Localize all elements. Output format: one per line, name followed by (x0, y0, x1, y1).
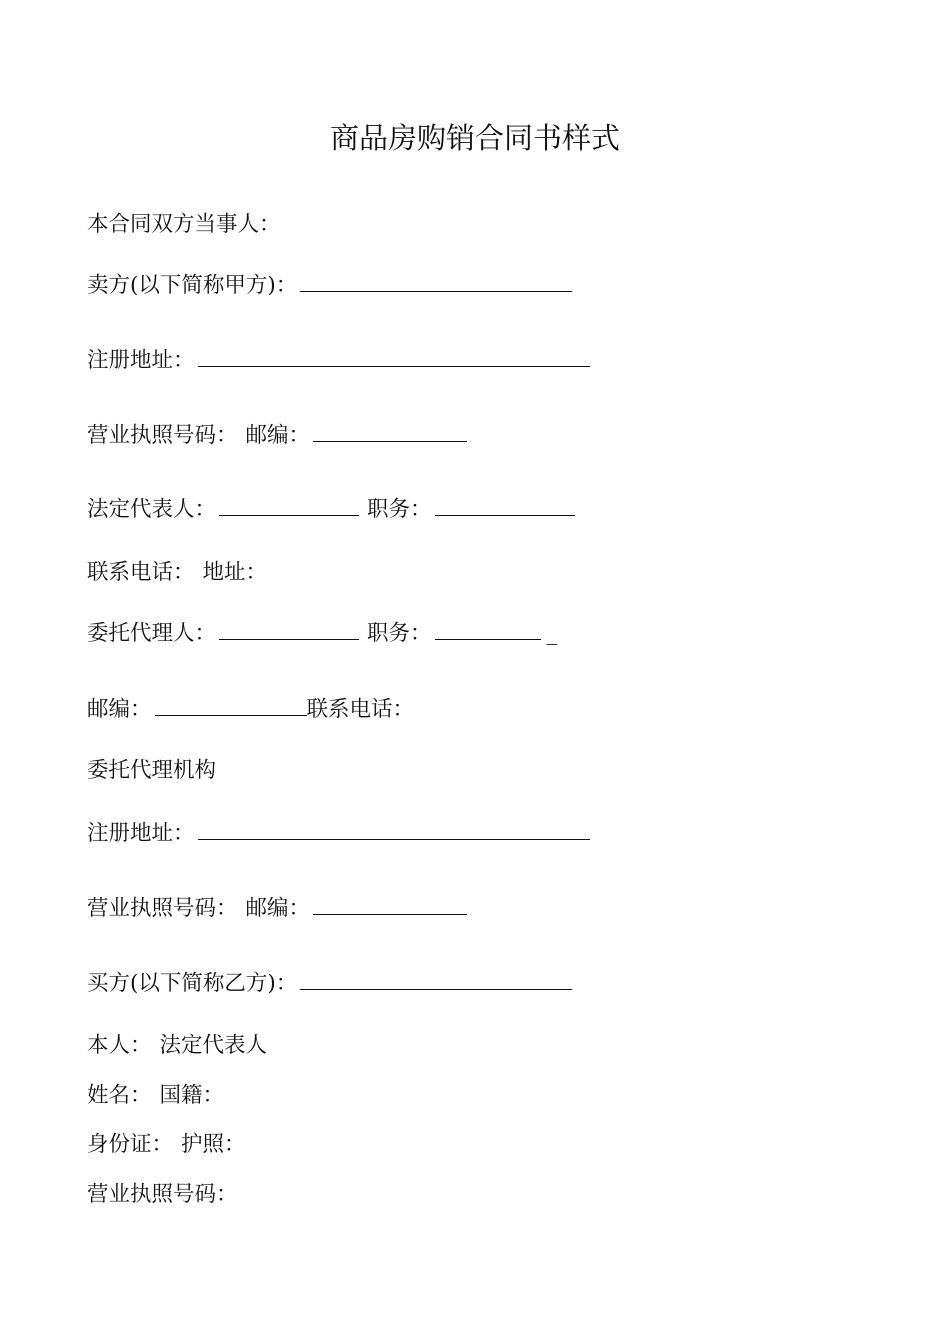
name-label: 姓名： (87, 1083, 152, 1108)
postcode-blank-2[interactable] (155, 694, 307, 716)
buyer-blank[interactable] (300, 968, 572, 990)
buyer-label: 买方(以下简称乙方)： (87, 971, 298, 996)
postcode-blank-3[interactable] (313, 893, 467, 915)
contact-label-2: 联系电话： (306, 697, 415, 722)
postcode-blank-1[interactable] (313, 420, 467, 442)
reg-address-line-1 (87, 345, 590, 376)
id-line (87, 1130, 246, 1160)
postcode-label-3: 邮编： (245, 896, 311, 921)
postcode-line-2 (87, 694, 414, 725)
postcode-label-1: 邮编： (245, 423, 311, 448)
self-label: 本人： (87, 1033, 152, 1058)
agent-line (87, 618, 557, 649)
self-line (87, 1031, 267, 1061)
contact-label-1: 联系电话： (87, 560, 195, 585)
position-blank-2[interactable] (435, 618, 541, 640)
postcode-label-2: 邮编： (87, 697, 152, 722)
position-blank-1[interactable] (435, 494, 575, 516)
buyer-line (87, 968, 572, 999)
license-line-1 (87, 420, 467, 451)
license-label-1: 营业执照号码： (87, 423, 238, 448)
nationality-label: 国籍： (159, 1083, 225, 1108)
parties-intro-line (87, 210, 281, 240)
license-line-3 (87, 1180, 238, 1210)
seller-blank[interactable] (300, 270, 572, 292)
reg-address-blank-1[interactable] (198, 345, 590, 367)
seller-line (87, 270, 572, 301)
contact-line-1 (87, 558, 267, 588)
license-label-2: 营业执照号码： (87, 896, 238, 921)
position-label-1: 职务： (367, 497, 432, 522)
license-line-2 (87, 893, 467, 924)
name-line (87, 1081, 224, 1111)
agency-line (87, 756, 216, 786)
reg-address-blank-2[interactable] (198, 818, 590, 840)
passport-label: 护照： (181, 1132, 246, 1157)
reg-address-label-1: 注册地址： (87, 348, 195, 373)
position-label-2: 职务： (367, 621, 432, 646)
license-label-3: 营业执照号码： (87, 1182, 238, 1207)
trailing-underscore: _ (546, 621, 558, 646)
reg-address-label-2: 注册地址： (87, 821, 195, 846)
id-card-label: 身份证： (87, 1132, 174, 1157)
address-label-1: 地址： (202, 560, 268, 585)
legal-rep-line (87, 494, 575, 525)
agency-label: 委托代理机构 (87, 758, 217, 783)
reg-address-line-2 (87, 818, 590, 849)
seller-label: 卖方(以下简称甲方)： (87, 273, 298, 298)
parties-intro-label: 本合同双方当事人： (87, 212, 281, 237)
legal-rep-label-2: 法定代表人 (159, 1033, 268, 1058)
legal-rep-label: 法定代表人： (87, 497, 217, 522)
agent-blank[interactable] (219, 618, 359, 640)
legal-rep-blank[interactable] (219, 494, 359, 516)
document-title: 商品房购销合同书样式 (329, 121, 620, 155)
agent-label: 委托代理人： (87, 621, 217, 646)
